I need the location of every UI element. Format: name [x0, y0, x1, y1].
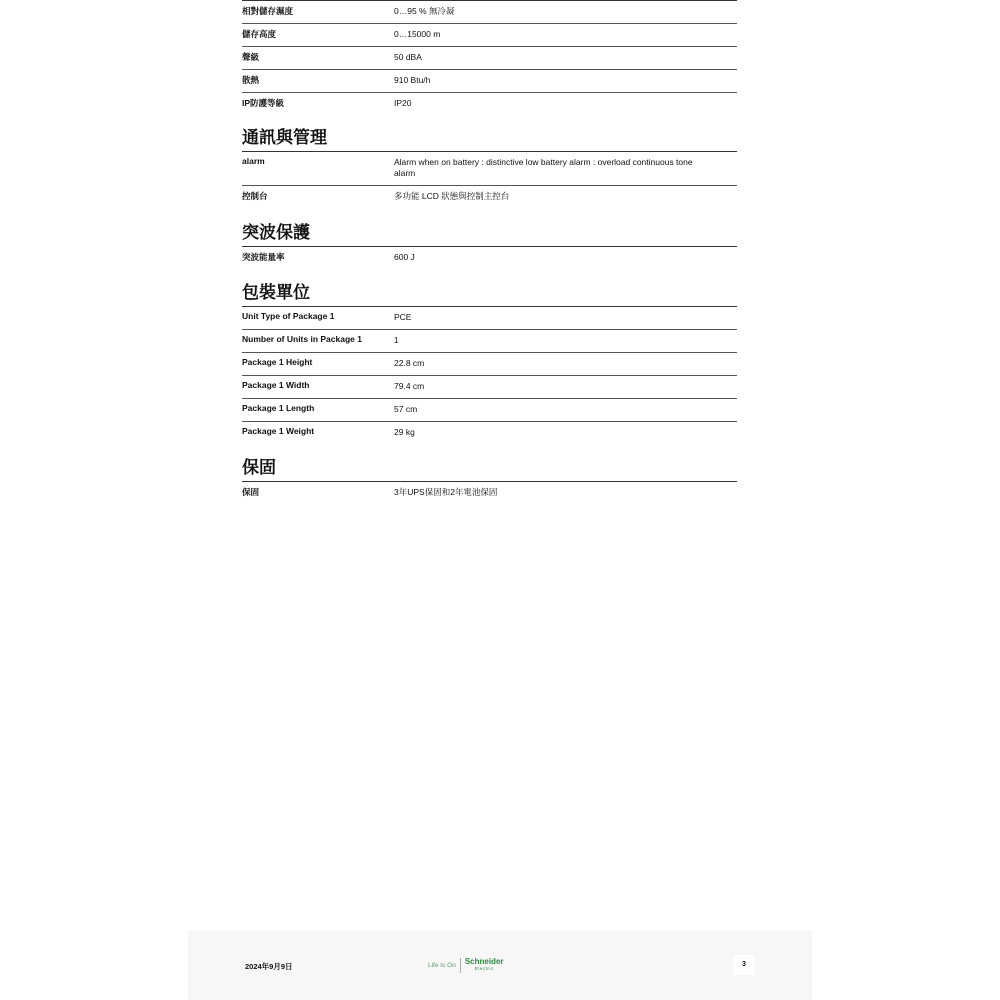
row-value: 50 dBA: [394, 52, 422, 62]
warranty-section: [242, 457, 737, 504]
row-label: 聲級: [242, 52, 260, 62]
row-label: 突波能量率: [242, 252, 285, 262]
page-footer: [188, 930, 812, 1000]
table-row: [242, 152, 737, 186]
row-value: 600 J: [394, 252, 415, 262]
row-label: Package 1 Length: [242, 403, 315, 413]
table-row: [242, 186, 737, 208]
row-label: alarm: [242, 156, 265, 166]
section-heading: 突波保護: [242, 222, 737, 247]
table-row: [242, 1, 737, 24]
table-row: [242, 399, 737, 422]
row-label: 散熱: [242, 75, 260, 85]
row-label: Package 1 Weight: [242, 426, 315, 436]
table-row: [242, 70, 737, 93]
row-label: Package 1 Width: [242, 380, 310, 390]
footer-date: 2024年9月9日: [245, 962, 293, 971]
row-value: 29 kg: [394, 427, 415, 437]
row-value: 22.8 cm: [394, 358, 425, 368]
table-row: [242, 47, 737, 70]
table-row: [242, 482, 737, 504]
environment-table: [242, 1, 737, 115]
row-value: 多功能 LCD 狀態與控制主控台: [394, 191, 510, 201]
divider: [460, 958, 461, 973]
row-label: 控制台: [242, 191, 268, 201]
row-value: 0…95 % 無冷凝: [394, 6, 455, 16]
row-value: Alarm when on battery : distinctive low battery alarm : overload continuous tone alarm: [394, 157, 693, 178]
section-heading: 包裝單位: [242, 282, 737, 307]
package-section: [242, 282, 737, 444]
tagline: Life Is On: [428, 961, 456, 969]
row-label: IP防護等級: [242, 98, 285, 108]
brand-subtext: Electric: [474, 966, 494, 971]
surge-section: [242, 222, 737, 269]
row-value: 910 Btu/h: [394, 75, 431, 85]
table-row: [242, 330, 737, 353]
section-heading: 通訊與管理: [242, 127, 737, 152]
page-number: 3: [733, 955, 755, 975]
row-value: 0…15000 m: [394, 29, 441, 39]
table-row: [242, 422, 737, 444]
row-label: Unit Type of Package 1: [242, 311, 335, 321]
brand-text: Schneider: [464, 957, 504, 966]
schneider-logo: [428, 957, 504, 973]
row-label: 儲存高度: [242, 29, 277, 39]
row-value: 3年UPS保固和2年電池保固: [394, 487, 498, 497]
table-row: [242, 353, 737, 376]
table-row: [242, 247, 737, 269]
row-value: 79.4 cm: [394, 381, 425, 391]
row-value: 57 cm: [394, 404, 418, 414]
table-row: [242, 93, 737, 115]
comm-section: [242, 127, 737, 208]
table-row: [242, 307, 737, 330]
row-label: Package 1 Height: [242, 357, 313, 367]
row-value: IP20: [394, 98, 412, 108]
row-value: 1: [394, 335, 399, 345]
section-heading: 保固: [242, 457, 737, 482]
row-label: 相對儲存濕度: [242, 6, 294, 16]
row-value: PCE: [394, 312, 412, 322]
row-label: Number of Units in Package 1: [242, 334, 362, 344]
table-row: [242, 24, 737, 47]
table-row: [242, 376, 737, 399]
brand-name: [465, 958, 504, 972]
row-label: 保固: [242, 487, 260, 497]
